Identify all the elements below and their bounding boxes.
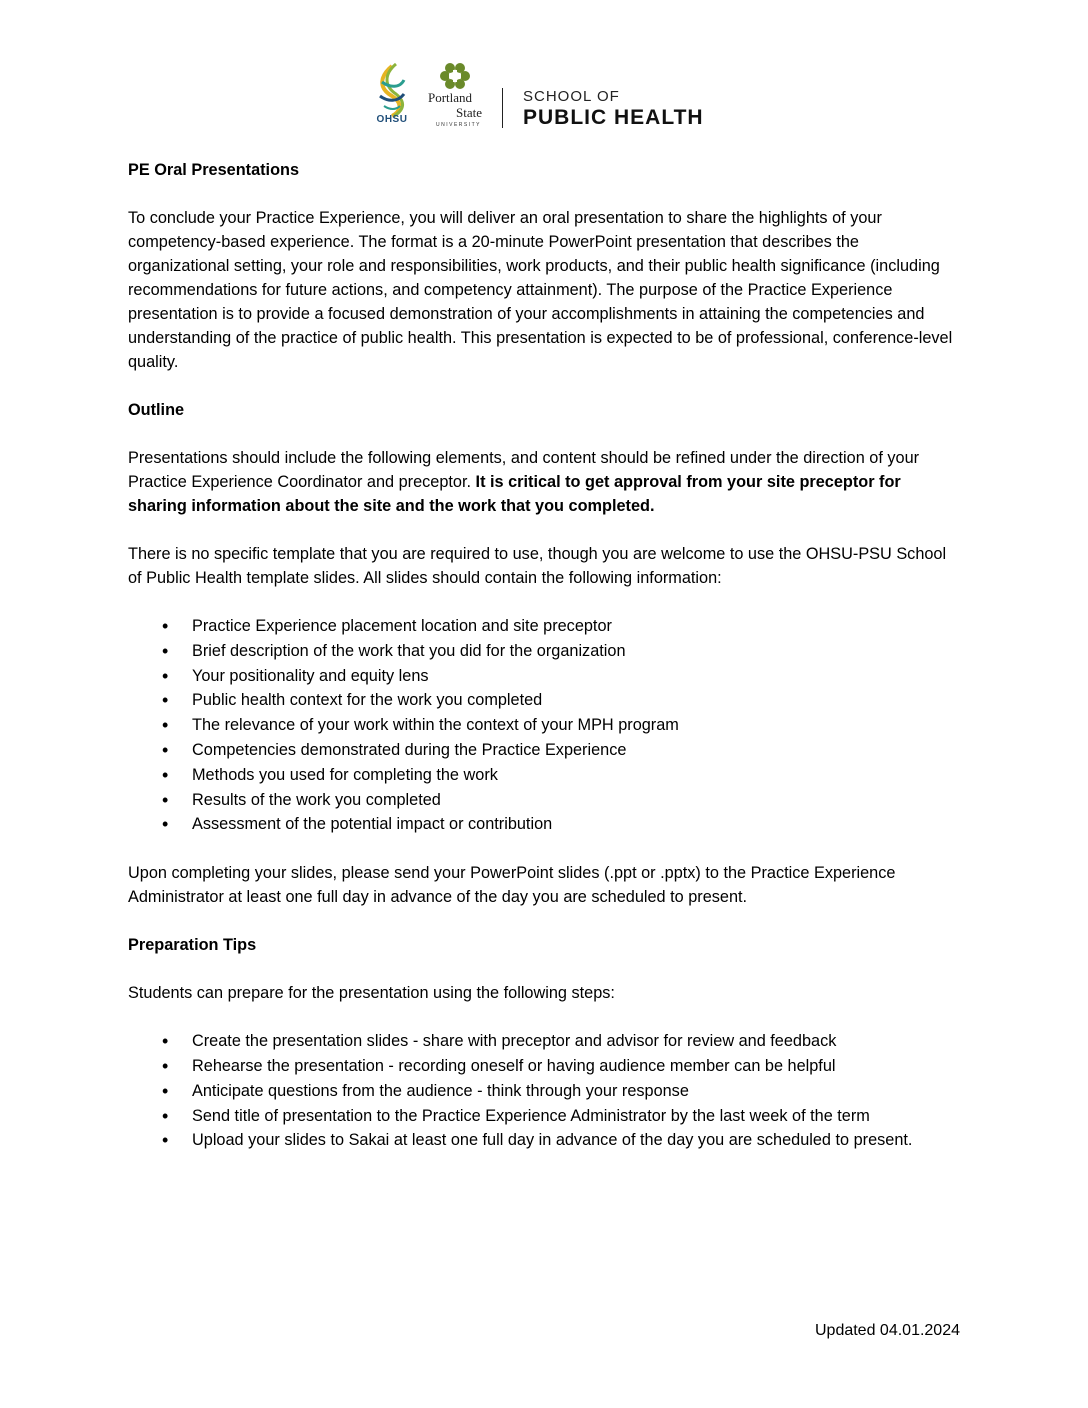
outline-paragraph-3: Upon completing your slides, please send your PowerPoint slides (.ppt or .pptx) to the Practice Experience Administrator at least one full day in advance of the day you are scheduled to present. — [128, 864, 896, 907]
document-body — [128, 158, 958, 1177]
list-item: • Rehearse the presentation - recording oneself or having audience member can be helpful — [192, 1054, 958, 1079]
list-item: • Public health context for the work you completed — [192, 688, 958, 713]
page-title: PE Oral Presentations — [128, 161, 300, 179]
prep-intro: Students can prepare for the presentation using the following steps: — [128, 984, 615, 1003]
list-item: • Methods you used for completing the work — [192, 763, 958, 788]
logo-divider — [502, 88, 503, 128]
list-item: • Brief description of the work that you did for the organization — [192, 639, 958, 664]
school-of-label: SCHOOL OF — [523, 88, 620, 105]
outline-heading: Outline — [128, 401, 185, 419]
outline-paragraph-2: There is no specific template that you are required to use, though you are welcome to use the OHSU-PSU School of Public Health template slides. All slides should contain the following information: — [128, 545, 947, 587]
outline-para1-text: Presentations should include the following elements, and content should be refined under the direction of your Practice Experience Coordinator and preceptor. — [128, 449, 920, 491]
ohsu-logo-text: OHSU — [376, 114, 408, 125]
updated-date: Updated 04.01.2024 — [814, 1322, 960, 1339]
prep-heading: Preparation Tips — [128, 936, 257, 955]
header-logos — [370, 62, 730, 132]
list-item: • Create the presentation slides - share with preceptor and advisor for review and feedback — [192, 1029, 958, 1054]
outline-para1-bold: It is critical to get approval from your site preceptor for sharing information about the site and the work that you completed. — [128, 473, 901, 515]
list-item: • Results of the work you completed — [192, 788, 958, 813]
intro-paragraph: To conclude your Practice Experience, you will deliver an oral presentation to share the highlights of your competency-based experience. The format is a 20-minute PowerPoint presentation that describes the organizational setting, your role and responsibilities, work products, and their public health significance (including recommendations for future actions, and competency attainment). The purpose of the Practice Experience presentation is to provide a focused demonstration of your accomplishments in attaining the competencies and understanding of the practice of public health. This presentation is expected to be of professional, conference-level quality. — [128, 209, 953, 371]
psu-logo-text-portland: Portland — [428, 90, 473, 105]
list-item: • Competencies demonstrated during the Practice Experience — [192, 738, 958, 763]
psu-logo-text-university: UNIVERSITY — [436, 122, 482, 128]
outline-list — [128, 614, 958, 837]
prep-list — [128, 1029, 958, 1153]
list-item: • Send title of presentation to the Practice Experience Administrator by the last week of the term — [192, 1104, 958, 1129]
list-item: • Assessment of the potential impact or contribution — [192, 812, 958, 837]
public-health-label: PUBLIC HEALTH — [523, 106, 704, 129]
outline-paragraph-1 — [128, 446, 958, 518]
list-item: • Upload your slides to Sakai at least one full day in advance of the day you are scheduled to present. — [192, 1128, 958, 1153]
list-item: • Your positionality and equity lens — [192, 664, 958, 689]
psu-logo-text-state: State — [456, 105, 482, 120]
list-item: • Anticipate questions from the audience - think through your response — [192, 1079, 958, 1104]
list-item: • Practice Experience placement location and site preceptor — [192, 614, 958, 639]
list-item: • The relevance of your work within the context of your MPH program — [192, 713, 958, 738]
